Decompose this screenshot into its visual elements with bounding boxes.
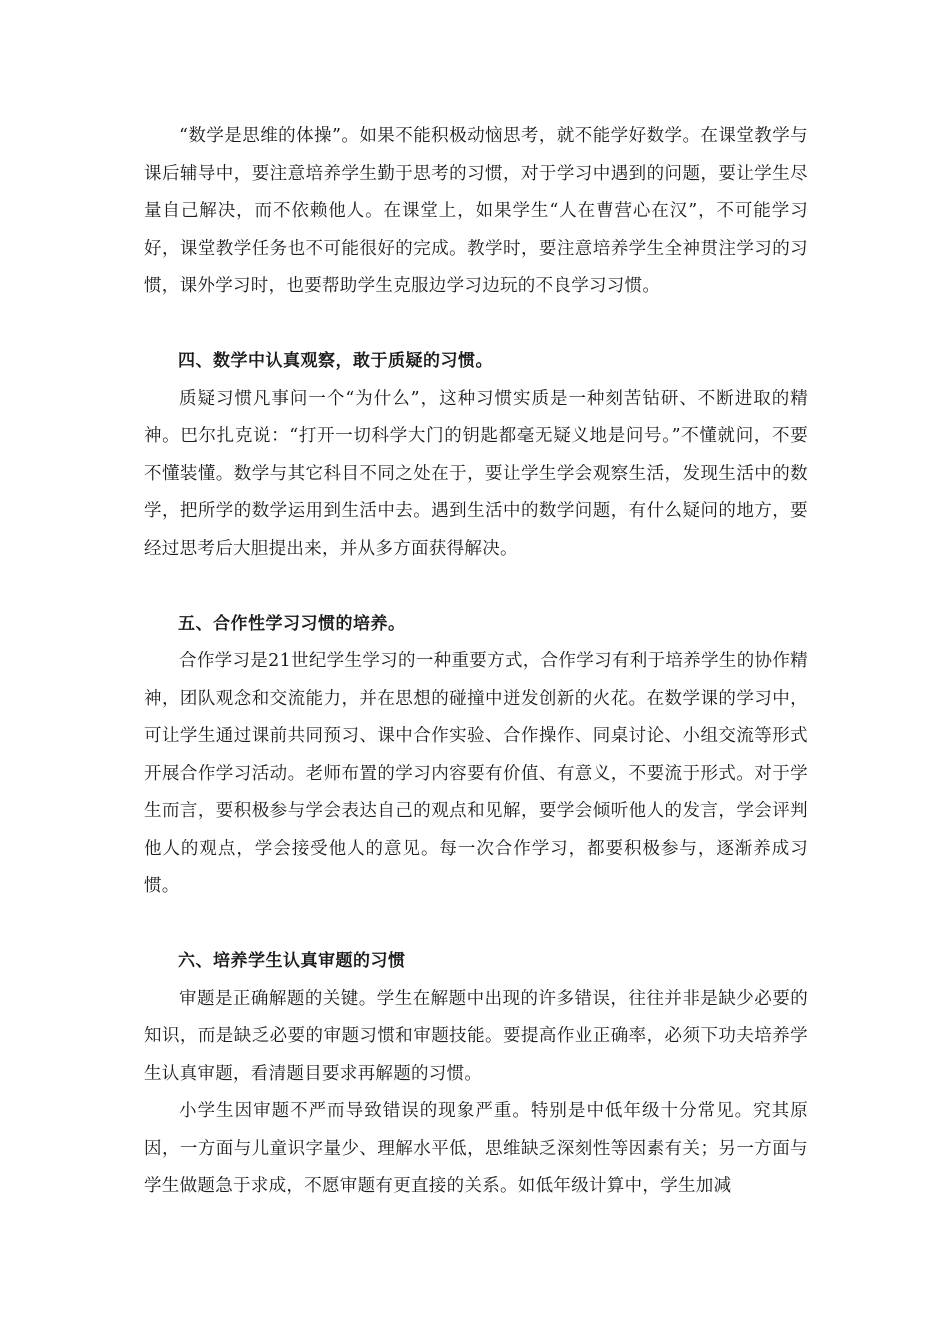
section-5	[144, 606, 808, 906]
document-page	[144, 118, 808, 1206]
section-paragraph: 质疑习惯凡事问一个“为什么”，这种习惯实质是一种刻苦钻研、不断进取的精神。巴尔扎克说：“打开一切科学大门的钥匙都毫无疑义地是问号。”不懂就问，不要不懂装懂。数学与其它科目不同之处在于，要让学生学会观察生活，发现生活中的数学，把所学的数学运用到生活中去。遇到生活中的数学问题，有什么疑问的地方，要经过思考后大胆提出来，并从多方面获得解决。	[144, 388, 808, 559]
intro-paragraph: “数学是思维的体操”。如果不能积极动恼思考，就不能学好数学。在课堂教学与课后辅导中，要注意培养学生勤于思考的习惯，对于学习中遇到的问题，要让学生尽量自己解决，而不依赖他人。在课堂上，如果学生“人在曹营心在汉”，不可能学习好，课堂教学任务也不可能很好的完成。教学时，要注意培养学生全神贯注学习的习惯，课外学习时，也要帮助学生克服边学习边玩的不良学习习惯。	[144, 126, 808, 296]
section-paragraph: 小学生因审题不严而导致错误的现象严重。特别是中低年级十分常见。究其原因，一方面与儿童识字量少、理解水平低，思维缺乏深刻性等因素有关；另一方面与学生做题急于求成，不愿审题有更直接的关系。如低年级计算中，学生加减	[144, 1101, 808, 1196]
section-spacer	[144, 906, 808, 944]
section-4	[144, 343, 808, 568]
section-spacer	[144, 306, 808, 344]
section-heading: 五、合作性学习习惯的培养。	[178, 613, 406, 634]
section-6	[144, 943, 808, 1206]
section-heading: 四、数学中认真观察，敢于质疑的习惯。	[178, 351, 493, 371]
section-spacer	[144, 568, 808, 606]
section-paragraph: 合作学习是21世纪学生学习的一种重要方式，合作学习有利于培养学生的协作精神，团队观念和交流能力，并在思想的碰撞中迸发创新的火花。在数学课的学习中，可让学生通过课前共同预习、课中合作实验、合作操作、同桌讨论、小组交流等形式开展合作学习活动。老师布置的学习内容要有价值、有意义，不要流于形式。对于学生而言，要积极参与学会表达自己的观点和见解，要学会倾听他人的发言，学会评判他人的观点，学会接受他人的意见。每一次合作学习，都要积极参与，逐渐养成习惯。	[144, 651, 808, 896]
section-heading: 六、培养学生认真审题的习惯	[178, 951, 406, 971]
section-paragraph: 审题是正确解题的关键。学生在解题中出现的许多错误，往往并非是缺少必要的知识，而是缺乏必要的审题习惯和审题技能。要提高作业正确率，必须下功夫培养学生认真审题，看清题目要求再解题的习惯。	[144, 988, 808, 1084]
